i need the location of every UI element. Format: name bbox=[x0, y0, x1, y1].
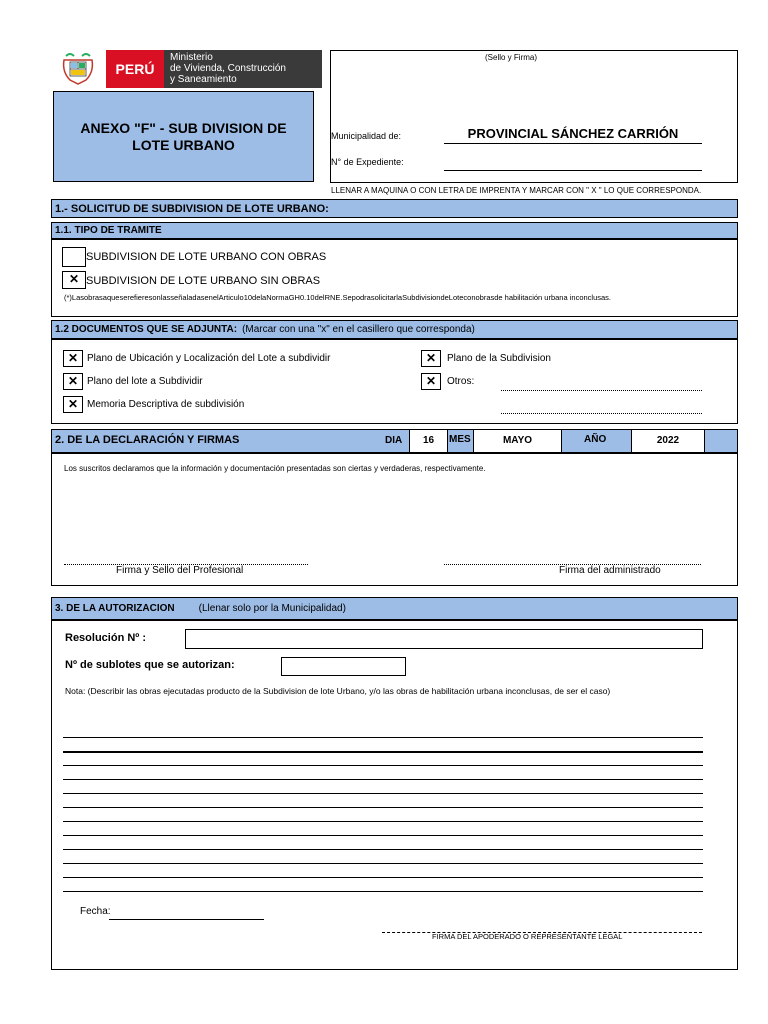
documents-title: 1.2 DOCUMENTOS QUE SE ADJUNTA: bbox=[55, 324, 238, 335]
resolution-input[interactable] bbox=[185, 629, 703, 649]
municipality-underline bbox=[444, 143, 702, 144]
section-1-title: 1.- SOLICITUD DE SUBDIVISION DE LOTE URBANO: bbox=[55, 202, 329, 215]
month-label: MES bbox=[449, 434, 471, 445]
ministry-line-2: de Vivienda, Construcción bbox=[170, 63, 286, 74]
subdivision-plan-label: Plano de la Subdivision bbox=[447, 353, 551, 364]
document-title-line-2: LOTE URBANO bbox=[132, 136, 235, 153]
month-value[interactable]: MAYO bbox=[473, 430, 562, 452]
procedure-type-body bbox=[51, 239, 738, 317]
location-plan-checkbox[interactable]: ✕ bbox=[63, 350, 83, 367]
legal-representative-signature-label: FIRMA DEL APODERADO O REPRESENTANTE LEGAL bbox=[432, 932, 623, 941]
date-underline[interactable] bbox=[109, 919, 264, 920]
description-line-2[interactable] bbox=[63, 751, 703, 753]
ministry-line-1: Ministerio bbox=[170, 52, 213, 63]
description-line-5[interactable] bbox=[63, 793, 703, 794]
peru-label-box bbox=[106, 50, 164, 88]
descriptive-report-label: Memoria Descriptiva de subdivisión bbox=[87, 399, 245, 410]
declaration-body bbox=[51, 453, 738, 586]
peru-label: PERÚ bbox=[115, 61, 155, 77]
peru-coat-of-arms-icon bbox=[60, 52, 96, 86]
lot-plan-label: Plano del lote a Subdividir bbox=[87, 376, 203, 387]
document-title-box bbox=[53, 91, 314, 182]
documents-header bbox=[51, 320, 738, 339]
day-label: DIA bbox=[385, 435, 403, 446]
others-label: Otros: bbox=[447, 376, 475, 387]
documents-subtitle: (Marcar con una "x" en el casillero que corresponda) bbox=[242, 324, 475, 335]
sublots-input[interactable] bbox=[281, 657, 406, 676]
seal-label: (Sello y Firma) bbox=[485, 53, 538, 62]
documents-body bbox=[51, 339, 738, 424]
description-line-7[interactable] bbox=[63, 821, 703, 822]
procedure-type-title: 1.1. TIPO DE TRAMITE bbox=[55, 225, 162, 236]
description-line-4[interactable] bbox=[63, 779, 703, 780]
ministry-name-box bbox=[164, 50, 322, 88]
resolution-label: Resolución Nº : bbox=[65, 632, 147, 644]
subdivision-plan-checkbox[interactable]: ✕ bbox=[421, 350, 441, 367]
declaration-header bbox=[51, 429, 738, 453]
applicant-signature-label: Firma del administrado bbox=[559, 565, 661, 576]
description-line-3[interactable] bbox=[63, 765, 703, 766]
document-title-line-1: ANEXO "F" - SUB DIVISION DE bbox=[80, 119, 287, 136]
declaration-title: 2. DE LA DECLARACIÓN Y FIRMAS bbox=[55, 434, 240, 446]
authorization-title: 3. DE LA AUTORIZACION bbox=[55, 603, 175, 614]
procedure-type-header bbox=[51, 222, 738, 239]
descriptive-report-checkbox[interactable]: ✕ bbox=[63, 396, 83, 413]
description-line-1[interactable] bbox=[63, 737, 703, 738]
lot-plan-checkbox[interactable]: ✕ bbox=[63, 373, 83, 390]
ministry-logo bbox=[54, 50, 322, 88]
others-line-1[interactable] bbox=[501, 390, 702, 391]
date-label: Fecha: bbox=[80, 906, 111, 917]
authorization-body bbox=[51, 620, 738, 970]
without-works-checkbox[interactable]: ✕ bbox=[62, 271, 86, 289]
municipality-label: Municipalidad de: bbox=[331, 131, 402, 141]
location-plan-label: Plano de Ubicación y Localización del Lote a subdividir bbox=[87, 353, 331, 364]
with-works-label: SUBDIVISION DE LOTE URBANO CON OBRAS bbox=[86, 251, 327, 263]
description-line-10[interactable] bbox=[63, 863, 703, 864]
municipality-value[interactable]: PROVINCIAL SÁNCHEZ CARRIÓN bbox=[467, 126, 679, 141]
year-label: AÑO bbox=[584, 434, 607, 445]
day-value[interactable]: 16 bbox=[409, 430, 448, 452]
file-number-label: N° de Expediente: bbox=[331, 157, 404, 167]
works-description-note: Nota: (Describir las obras ejecutadas producto de la Subdivision de lote Urbano, y/o las obras de habilitación urbana inconclusas, de ser el caso) bbox=[65, 686, 611, 696]
description-line-8[interactable] bbox=[63, 835, 703, 836]
description-line-9[interactable] bbox=[63, 849, 703, 850]
sublots-label: Nº de sublotes que se autorizan: bbox=[65, 659, 235, 671]
with-works-checkbox[interactable] bbox=[62, 247, 86, 267]
others-checkbox[interactable]: ✕ bbox=[421, 373, 441, 390]
description-line-11[interactable] bbox=[63, 877, 703, 878]
works-note: (*)LasobrasaqueserefieresonlasseñaladasenelArticulo10delaNormaGH0.10delRNE.SepodrasolicitarlaSubdivisiondeLoteconobrasde habilitación urbana inconclusas. bbox=[64, 293, 612, 302]
authorization-subtitle: (Llenar solo por la Municipalidad) bbox=[198, 603, 346, 614]
description-line-12[interactable] bbox=[63, 891, 703, 892]
file-number-underline bbox=[444, 170, 702, 171]
others-line-2[interactable] bbox=[501, 413, 702, 414]
fill-instructions: LLENAR A MAQUINA O CON LETRA DE IMPRENTA Y MARCAR CON " X " LO QUE CORRESPONDA. bbox=[331, 186, 702, 195]
declaration-text: Los suscritos declaramos que la información y documentación presentadas son ciertas y verdaderas, respectivamente. bbox=[64, 464, 486, 473]
without-works-label: SUBDIVISION DE LOTE URBANO SIN OBRAS bbox=[86, 275, 321, 287]
description-line-6[interactable] bbox=[63, 807, 703, 808]
section-1-header bbox=[51, 199, 738, 218]
professional-signature-label: Firma y Sello del Profesional bbox=[116, 565, 244, 576]
ministry-line-3: y Saneamiento bbox=[170, 74, 237, 85]
authorization-header bbox=[51, 597, 738, 620]
year-value[interactable]: 2022 bbox=[631, 430, 705, 452]
